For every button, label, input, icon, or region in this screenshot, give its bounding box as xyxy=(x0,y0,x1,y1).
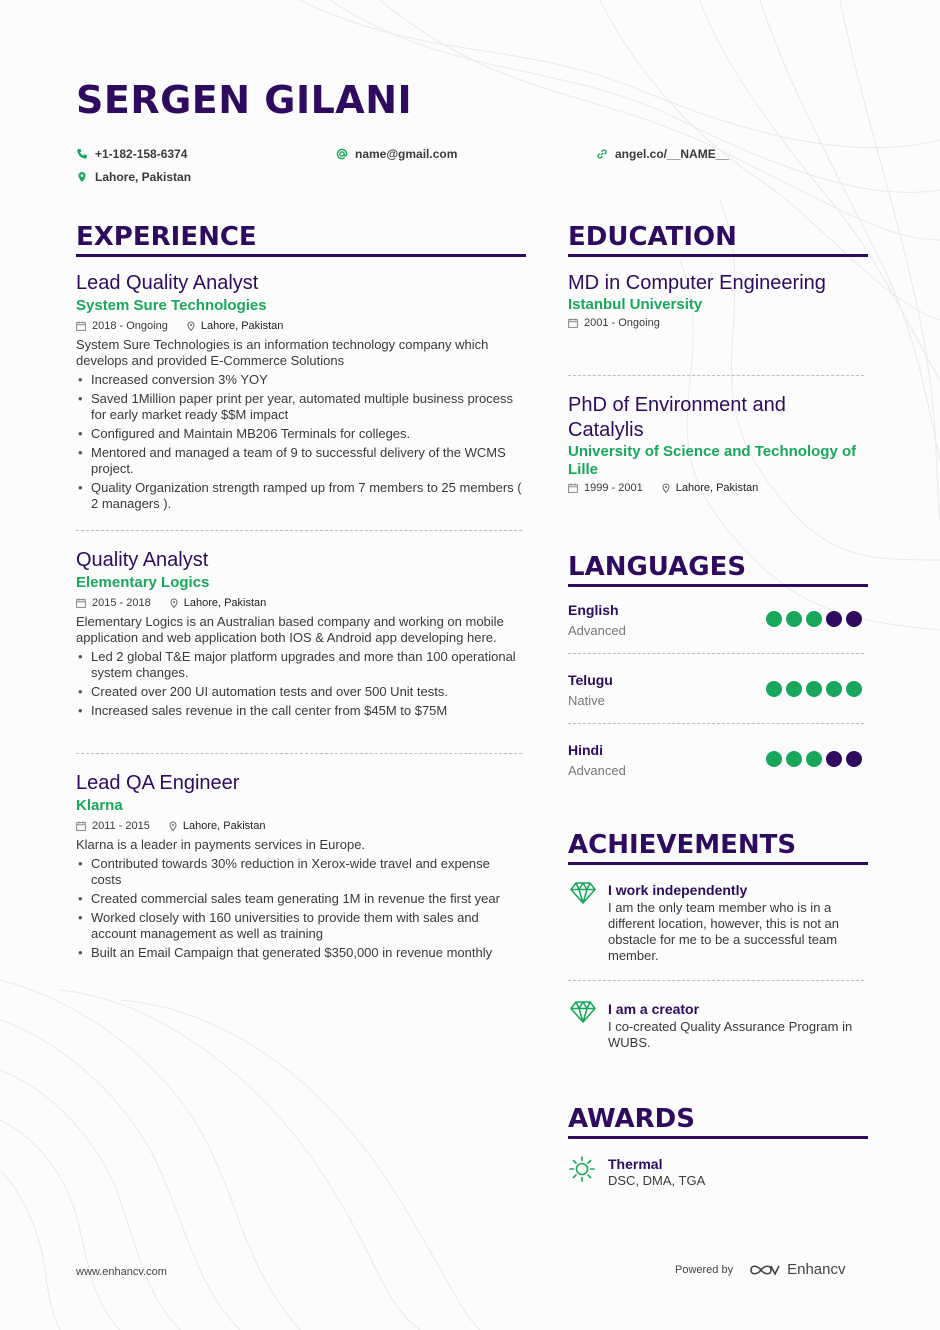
job-dates: 2018 - Ongoing xyxy=(92,320,168,332)
calendar-icon xyxy=(568,318,578,328)
divider xyxy=(568,980,864,981)
education-school[interactable]: Istanbul University xyxy=(568,296,703,313)
award-title: Thermal xyxy=(608,1156,663,1172)
website-text: angel.co/__NAME__ xyxy=(615,147,730,161)
rating-dot-filled xyxy=(786,681,802,697)
job-bullet: • Mentored and managed a team of 9 to successful delivery of the WCMS project. xyxy=(76,445,522,477)
divider xyxy=(568,723,864,724)
phone-text: +1-182-158-6374 xyxy=(95,147,188,161)
education-heading: EDUCATION xyxy=(568,222,868,257)
job-location-text: Lahore, Pakistan xyxy=(182,820,266,832)
divider xyxy=(568,375,864,376)
language-rating xyxy=(766,751,862,767)
job-description: Klarna is a leader in payments services in Europe. xyxy=(76,837,366,852)
rating-dot-empty xyxy=(846,751,862,767)
enhancv-logo-icon xyxy=(749,1262,781,1278)
diamond-icon xyxy=(570,882,596,904)
job-description: Elementary Logics is an Australian based company and working on mobile application and web application both IOS & Android app developing here. xyxy=(76,614,504,645)
job-bullet: • Configured and Maintain MB206 Terminals for colleges. xyxy=(76,426,522,442)
job-location xyxy=(168,817,266,835)
rating-dot-filled xyxy=(806,611,822,627)
job-bullet: • Quality Organization strength ramped up from 7 members to 25 members ( 2 managers ). xyxy=(76,480,522,512)
language-name: Hindi xyxy=(568,742,603,758)
divider xyxy=(568,653,864,654)
job-role: Lead QA Engineer xyxy=(76,772,240,794)
rating-dot-filled xyxy=(806,681,822,697)
job-company[interactable]: Elementary Logics xyxy=(76,574,210,591)
calendar-icon xyxy=(76,598,86,608)
location-pin-icon xyxy=(76,171,88,183)
awards-heading: AWARDS xyxy=(568,1104,868,1139)
job-bullet: • Built an Email Campaign that generated $350,000 in revenue monthly xyxy=(76,945,522,961)
experience-item xyxy=(76,548,522,722)
rating-dot-filled xyxy=(826,681,842,697)
calendar-icon xyxy=(76,821,86,831)
education-degree: MD in Computer Engineering xyxy=(568,272,826,294)
calendar-icon xyxy=(76,321,86,331)
job-location xyxy=(186,317,284,335)
achievement-title: I work independently xyxy=(608,882,748,898)
job-description: System Sure Technologies is an information technology company which develops and provided E-Commerce Solutions xyxy=(76,337,489,368)
language-level: Advanced xyxy=(568,623,626,638)
location-pin-icon xyxy=(169,598,179,608)
job-meta xyxy=(76,817,522,835)
email-text: name@gmail.com xyxy=(355,147,458,161)
language-name: English xyxy=(568,602,619,618)
job-role: Quality Analyst xyxy=(76,549,209,571)
calendar-icon xyxy=(568,483,578,493)
job-meta xyxy=(76,594,522,612)
rating-dot-filled xyxy=(846,681,862,697)
education-location-text: Lahore, Pakistan xyxy=(675,482,759,494)
brand-name: Enhancv xyxy=(787,1261,846,1278)
rating-dot-empty xyxy=(846,611,862,627)
job-company[interactable]: System Sure Technologies xyxy=(76,297,267,314)
job-bullets xyxy=(76,372,522,512)
brand-logo[interactable] xyxy=(749,1261,845,1278)
experience-item xyxy=(76,771,522,964)
job-bullet: • Increased sales revenue in the call center from $45M to $75M xyxy=(76,703,522,719)
email-contact[interactable] xyxy=(336,147,457,161)
website-contact[interactable] xyxy=(596,147,729,161)
phone-icon xyxy=(76,148,88,160)
job-location xyxy=(169,594,267,612)
education-dates: 1999 - 2001 xyxy=(584,482,643,494)
rating-dot-filled xyxy=(806,751,822,767)
achievement-description: I am the only team member who is in a different location, however, this is not an obstacle for me to be a successful team member. xyxy=(608,900,840,963)
job-bullet: • Saved 1Million paper print per year, automated multiple business process for early market ready $$M impact xyxy=(76,391,522,423)
rating-dot-empty xyxy=(826,751,842,767)
job-bullets xyxy=(76,856,522,961)
rating-dot-filled xyxy=(766,681,782,697)
location-pin-icon xyxy=(661,483,671,493)
rating-dot-filled xyxy=(786,751,802,767)
job-meta xyxy=(76,317,522,335)
rating-dot-filled xyxy=(786,611,802,627)
at-icon xyxy=(336,148,348,160)
job-dates: 2015 - 2018 xyxy=(92,597,151,609)
candidate-name: SERGEN GILANI xyxy=(76,78,413,122)
sun-icon xyxy=(568,1155,596,1183)
job-role: Lead Quality Analyst xyxy=(76,272,259,294)
education-item xyxy=(568,271,864,332)
language-name: Telugu xyxy=(568,672,613,688)
experience-heading: EXPERIENCE xyxy=(76,222,526,257)
education-school[interactable]: University of Science and Technology of Lille xyxy=(568,443,857,478)
rating-dot-filled xyxy=(766,611,782,627)
language-level: Advanced xyxy=(568,763,626,778)
link-icon xyxy=(596,148,608,160)
education-item xyxy=(568,393,864,497)
job-bullet: • Increased conversion 3% YOY xyxy=(76,372,522,388)
rating-dot-empty xyxy=(826,611,842,627)
job-bullet: • Created over 200 UI automation tests and over 500 Unit tests. xyxy=(76,684,522,700)
education-meta xyxy=(568,479,864,497)
education-location xyxy=(661,479,759,497)
footer-branding[interactable] xyxy=(675,1261,845,1278)
powered-by-text: Powered by xyxy=(675,1263,734,1276)
award-item xyxy=(568,1155,864,1189)
language-level: Native xyxy=(568,693,605,708)
location-pin-icon xyxy=(168,821,178,831)
language-item xyxy=(568,600,864,642)
divider xyxy=(76,530,522,531)
job-location-text: Lahore, Pakistan xyxy=(200,320,284,332)
achievement-description: I co-created Quality Assurance Program in WUBS. xyxy=(608,1019,853,1050)
job-location-text: Lahore, Pakistan xyxy=(183,597,267,609)
award-description: DSC, DMA, TGA xyxy=(608,1173,706,1188)
footer-url[interactable]: www.enhancv.com xyxy=(76,1266,167,1278)
rating-dot-filled xyxy=(766,751,782,767)
achievement-title: I am a creator xyxy=(608,1001,700,1017)
education-dates: 2001 - Ongoing xyxy=(584,317,660,329)
experience-item xyxy=(76,271,522,515)
phone-contact[interactable] xyxy=(76,147,187,161)
job-dates: 2011 - 2015 xyxy=(92,820,150,832)
job-bullet: • Created commercial sales team generating 1M in revenue the first year xyxy=(76,891,522,907)
divider xyxy=(76,753,522,754)
languages-heading: LANGUAGES xyxy=(568,552,868,587)
diamond-icon xyxy=(570,1001,596,1023)
language-rating xyxy=(766,681,862,697)
job-bullet: • Contributed towards 30% reduction in Xerox-wide travel and expense costs xyxy=(76,856,522,888)
education-meta xyxy=(568,314,864,332)
language-item xyxy=(568,740,864,782)
job-bullet: • Led 2 global T&E major platform upgrades and more than 100 operational system changes. xyxy=(76,649,522,681)
achievement-item xyxy=(568,880,864,964)
language-rating xyxy=(766,611,862,627)
location-contact xyxy=(76,170,191,184)
job-company[interactable]: Klarna xyxy=(76,797,123,814)
job-bullet: • Worked closely with 160 universities to provide them with sales and account management as well as training xyxy=(76,910,522,942)
location-pin-icon xyxy=(186,321,196,331)
language-item xyxy=(568,670,864,712)
achievement-item xyxy=(568,999,864,1051)
job-bullets xyxy=(76,649,522,719)
achievements-heading: ACHIEVEMENTS xyxy=(568,830,868,865)
education-degree: PhD of Environment and Catalylis xyxy=(568,394,786,441)
location-text: Lahore, Pakistan xyxy=(95,170,192,184)
